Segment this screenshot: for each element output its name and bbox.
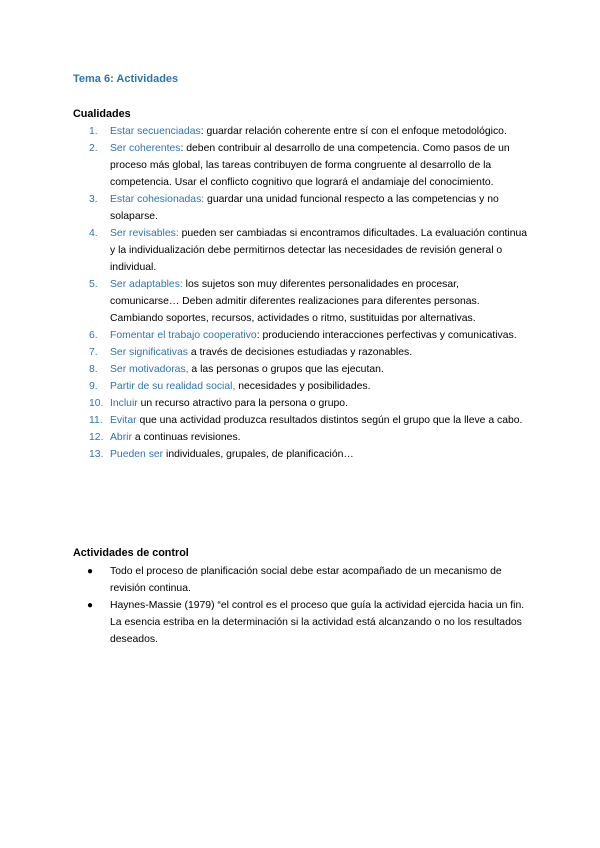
item-number: 4. — [89, 228, 98, 239]
list-item — [73, 446, 528, 463]
item-text: que una actividad produzca resultados distintos según el grupo que la lleve a cabo. — [136, 415, 523, 426]
control-list — [73, 563, 528, 648]
item-term: Incluir — [110, 398, 138, 409]
item-number: 12. — [89, 432, 104, 443]
item-text: : produciendo interacciones perfectivas y comunicativas. — [256, 330, 517, 341]
item-term: Estar secuenciadas — [110, 126, 201, 137]
qualities-heading: Cualidades — [73, 108, 131, 120]
item-number: 5. — [89, 279, 98, 290]
item-text: a través de decisiones estudiadas y razonables. — [187, 347, 413, 358]
list-item — [73, 327, 528, 344]
item-number: 10. — [89, 398, 104, 409]
item-number: 9. — [89, 381, 98, 392]
item-term: Ser motivadoras, — [110, 364, 189, 375]
list-item — [73, 361, 528, 378]
qualities-list — [73, 123, 528, 463]
item-number: 1. — [89, 126, 98, 137]
control-heading: Actividades de control — [73, 547, 189, 559]
item-term: Pueden ser — [110, 449, 164, 460]
bullet-icon: ● — [87, 600, 94, 611]
item-number: 6. — [89, 330, 98, 341]
item-term: Ser coherentes — [110, 143, 181, 154]
list-item — [73, 140, 528, 191]
item-term: Ser significativas — [110, 347, 188, 358]
list-item — [73, 276, 528, 327]
item-term: Abrir — [110, 432, 132, 443]
list-item — [73, 429, 528, 446]
list-item — [73, 225, 528, 276]
list-item — [73, 123, 528, 140]
item-term: Ser revisables: — [110, 228, 179, 239]
item-text: a continuas revisiones. — [131, 432, 241, 443]
item-term: Fomentar el trabajo cooperativo — [110, 330, 257, 341]
item-text: los sujetos son muy diferentes personalidades en procesar, comunicarse… Deben admitir diferentes realizaciones para diferentes personas. Cambiando soportes, recursos, actividades o ritmo, sustituidas por alternativas. — [110, 279, 480, 324]
item-text: Todo el proceso de planificación social debe estar acompañado de un mecanismo de revisión continua. — [110, 566, 502, 594]
item-text: necesidades y posibilidades. — [235, 381, 371, 392]
item-number: 8. — [89, 364, 98, 375]
item-number: 3. — [89, 194, 98, 205]
item-term: Evitar — [110, 415, 137, 426]
list-item — [73, 378, 528, 395]
item-text: guardar una unidad funcional respecto a las competencias y no solaparse. — [110, 194, 499, 222]
item-number: 13. — [89, 449, 104, 460]
item-term: Estar cohesionadas: — [110, 194, 205, 205]
list-item — [73, 412, 528, 429]
item-text: individuales, grupales, de planificación… — [163, 449, 354, 460]
item-text: a las personas o grupos que las ejecutan. — [188, 364, 384, 375]
list-item — [73, 395, 528, 412]
item-number: 2. — [89, 143, 98, 154]
item-text: Haynes-Massie (1979) “el control es el proceso que guía la actividad ejercida hacia un fin. La esencia estriba en la determinación si la actividad está alcanzando o no los resultados deseados. — [110, 600, 525, 645]
item-number: 11. — [89, 415, 103, 426]
item-text: pueden ser cambiadas si encontramos dificultades. La evaluación continua y la individualización debe permitirnos detectar las necesidades de revisión general o individual. — [110, 228, 528, 273]
item-text: un recurso atractivo para la persona o grupo. — [137, 398, 348, 409]
bullet-icon: ● — [87, 566, 94, 577]
list-item — [73, 563, 528, 597]
list-item — [73, 344, 528, 361]
page-title: Tema 6: Actividades — [73, 73, 179, 85]
item-text: : guardar relación coherente entre sí con el enfoque metodológico. — [200, 126, 507, 137]
item-term: Partir de su realidad social, — [110, 381, 236, 392]
list-item — [73, 191, 528, 225]
list-item — [73, 597, 528, 648]
item-term: Ser adaptables: — [110, 279, 183, 290]
item-text: : deben contribuir al desarrollo de una competencia. Como pasos de un proceso más global, las tareas contribuyen de forma congruente al desarrollo de la competencia. Usar el conflicto cognitivo que logrará el andamiaje del conocimiento. — [110, 143, 510, 188]
item-number: 7. — [89, 347, 98, 358]
